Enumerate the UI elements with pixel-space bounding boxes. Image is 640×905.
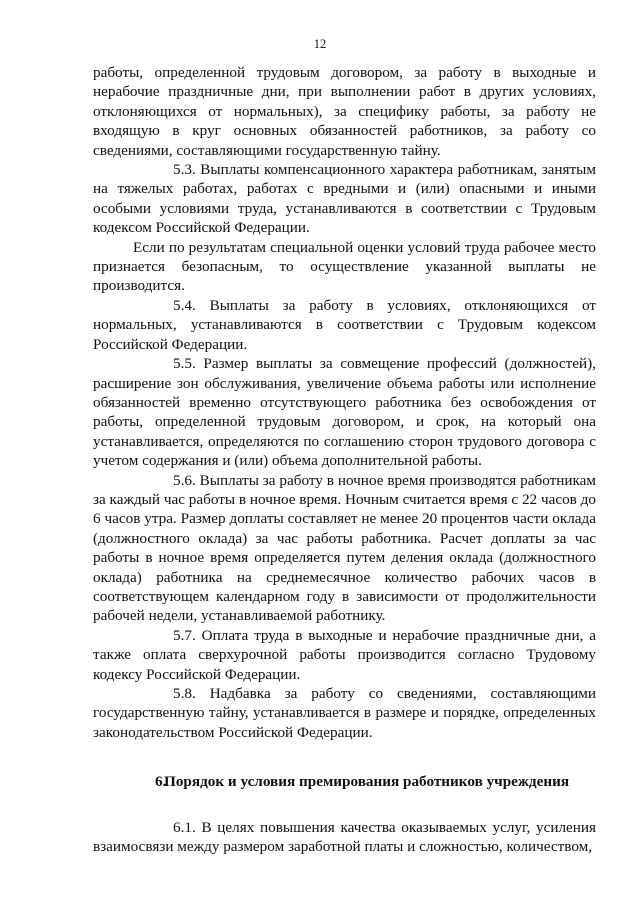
paragraph-5-5 <box>93 354 596 470</box>
paragraph-text: работы, определенной трудовым договором, за работу в выходные и нерабочие праздничные дни, при выполнении работ в других условиях, отклоняющихся от нормальных), за специфику работы, за работу не входящую в круг основных обязанностей работников, за работу со сведениями, составляющими государственную тайну. <box>93 64 596 159</box>
paragraph-5-4 <box>93 296 596 354</box>
paragraph-number: 6.1. <box>173 818 196 836</box>
paragraph-text: Оплата труда в выходные и нерабочие праздничные дни, а также оплата сверхурочной работы производится согласно Трудовому кодексу Российской Федерации. <box>93 626 597 683</box>
paragraph-6-1 <box>93 818 596 857</box>
section-number: 6. <box>155 773 167 791</box>
paragraph-text: Выплаты за работу в ночное время производятся работникам за каждый час работы в ночное время. Ночным считается время с 22 часов до 6 часов утра. Размер доплаты составляет не менее 20 процентов части оклада (должностного оклада) за час работы работника. Расчет доплаты за час работы в ночное время определяется путем деления оклада (должностного оклада) работника на среднемесячное количество рабочих часов в соответствующем календарном году в зависимости от продолжительности рабочей недели, устанавливаемой работнику. <box>93 471 596 625</box>
paragraph-number: 5.8. <box>173 685 196 702</box>
paragraph-5-3 <box>93 160 596 238</box>
paragraph-text: В целях повышения качества оказываемых услуг, усиления взаимосвязи между размером заработной платы и сложностью, количеством, <box>93 818 597 856</box>
page-number: 12 <box>313 37 327 51</box>
paragraph-text: Выплаты компенсационного характера работникам, занятым на тяжелых работах, работах с вредными и (или) опасными и иными особыми условиями труда, устанавливаются в соответствии с Трудовым кодексом Российской Федерации. <box>93 161 596 237</box>
paragraph-number: 5.4. <box>173 296 196 314</box>
paragraph-number: 5.5. <box>173 355 196 373</box>
paragraph-5-7 <box>93 626 596 684</box>
paragraph-number: 5.6. <box>173 471 196 489</box>
paragraph-text: Размер выплаты за совмещение профессий (должностей), расширение зон обслуживания, увеличение объема работы или исполнение обязанностей временно отсутствующего работника без освобождения от работы, определенной трудовым договором, и срок, на который она устанавливается, определяются по соглашению сторон трудового договора с учетом содержания и (или) объема дополнительной работы. <box>93 355 597 470</box>
paragraph-text: Выплаты за работу в условиях, отклоняющихся от нормальных, устанавливаются в соответствии с Трудовым кодексом Российской Федерации. <box>93 296 597 353</box>
paragraph-text: Если по результатам специальной оценки условий труда рабочее место признается безопасным, то осуществление указанной выплаты не производится. <box>93 238 596 295</box>
paragraph-continuation <box>93 63 596 160</box>
section-6-heading <box>93 772 596 791</box>
paragraph-5-3-note <box>93 238 596 296</box>
document-body <box>93 63 596 856</box>
paragraph-text: Надбавка за работу со сведениями, составляющими государственную тайну, устанавливается в размере и порядке, определенных законодательством Российской Федерации. <box>93 685 596 741</box>
paragraph-number: 5.3. <box>173 161 196 179</box>
paragraph-number: 5.7. <box>173 626 196 644</box>
paragraph-5-8 <box>93 684 596 742</box>
section-title: Порядок и условия премирования работников учреждения <box>164 773 570 791</box>
paragraph-5-6 <box>93 471 596 626</box>
